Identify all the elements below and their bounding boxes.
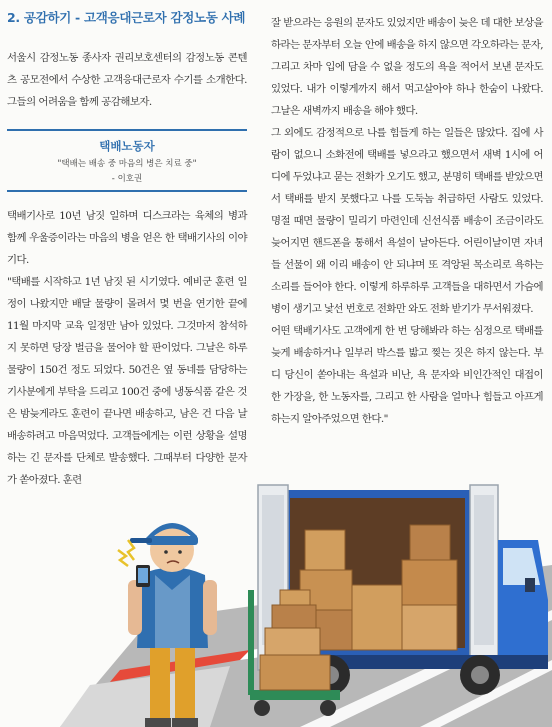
section-title: 2. 공감하기 - 고객응대근로자 감정노동 사례 bbox=[7, 10, 246, 25]
story-subtitle: "택배는 배송 중 마음의 병은 치료 중" bbox=[57, 159, 197, 169]
divider-bottom bbox=[7, 190, 247, 192]
intro-paragraph: 서울시 감정노동 종사자 권리보호센터의 감정노동 콘텐츠 공모전에서 수상한 고객응대근로자 수기를 소개한다. 그들의 어려움을 함께 공감해보자. bbox=[7, 52, 247, 108]
story-body-right bbox=[271, 12, 543, 430]
story-paragraph: 어떤 택배기사도 고객에게 한 번 당해봐라 하는 심정으로 택배를 늦게 배송하거나 일부러 박스를 밟고 찢는 짓은 하지 않는다. 부디 당신이 쏟아내는 욕설과 비난, 욕 문자와 비인간적인 대접이 한 가장을, 한 노동자를, 그리고 한 사람을 얼마나 힘들고 아프게 하는지 알아주었으면 한다." bbox=[271, 325, 543, 425]
story-paragraph: 택배기사로 10년 남짓 일하며 디스크라는 육체의 병과 함께 우울증이라는 마음의 병을 얻은 한 택배기사의 이야기다. bbox=[7, 210, 247, 266]
story-author: - 이호권 bbox=[111, 174, 143, 184]
story-paragraph: 잘 받으라는 응원의 문자도 있었지만 배송이 늦은 데 대한 보상을 하라는 문자부터 오늘 안에 배송을 하지 않으면 각오하라는 문자, 그리고 차마 입에 담을 수 없을 정도의 욕을 적어서 보낸 문자도 있었다. 내가 이렇게까지 해서 먹고살아야 하나 한숨이 나왔다. 그날은 새벽까지 배송을 해야 했다. bbox=[271, 17, 543, 117]
story-paragraph: "택배를 시작하고 1년 남짓 된 시기였다. 예비군 훈련 일정이 나왔지만 배달 물량이 몰려서 몇 번을 연기한 끝에 11월 마지막 교육 일정만 남아 있었다. 그것마저 참석하지 못하면 당장 벌금을 물어야 할 판이었다. 그날은 하루 물량이 150건 정도 되었다. 50건은 옆 동네를 담당하는 기사분에게 부탁을 드리고 100건 중에 냉동식품 같은 것은 밤늦게라도 훈련이 끝나면 배송하고, 남은 건 다음 날 배송하려고 마음먹었다. 고객들에게는 이런 상황을 설명하는 긴 문자를 단체로 발송했다. 그때부터 다양한 문자가 쏟아졌다. 훈련 bbox=[7, 276, 247, 486]
story-paragraph: 그 외에도 감정적으로 나를 힘들게 하는 일들은 많았다. 집에 사람이 없으니 소화전에 택배를 넣으라고 했으면서 새벽 1시에 어디에 두었냐고 묻는 전화가 오기도 했고, 분명히 택배를 받았으면서 택배를 받지 못했다고 나를 도둑놈 취급하던 사람도 있었다. 명절 때면 물량이 밀리기 마련인데 신선식품 배송이 조금이라도 늦어지면 핸드폰을 통해서 욕설이 날아든다. 어린이날이면 자녀들 선물이 왜 이리 배송이 안 되냐며 또 격앙된 목소리로 욕하는 소리를 들어야 한다. 이렇게 하루하루 고객들을 대하면서 가슴에 병이 생기고 낯선 번호로 전화만 와도 전화 받기가 무서워졌다. bbox=[271, 127, 543, 315]
phone-icon bbox=[118, 540, 150, 587]
intro-text bbox=[7, 47, 247, 113]
divider-top bbox=[7, 129, 247, 131]
story-body-left bbox=[7, 205, 247, 491]
delivery-illustration bbox=[0, 470, 552, 727]
story-title: 택배노동자 bbox=[99, 139, 155, 153]
